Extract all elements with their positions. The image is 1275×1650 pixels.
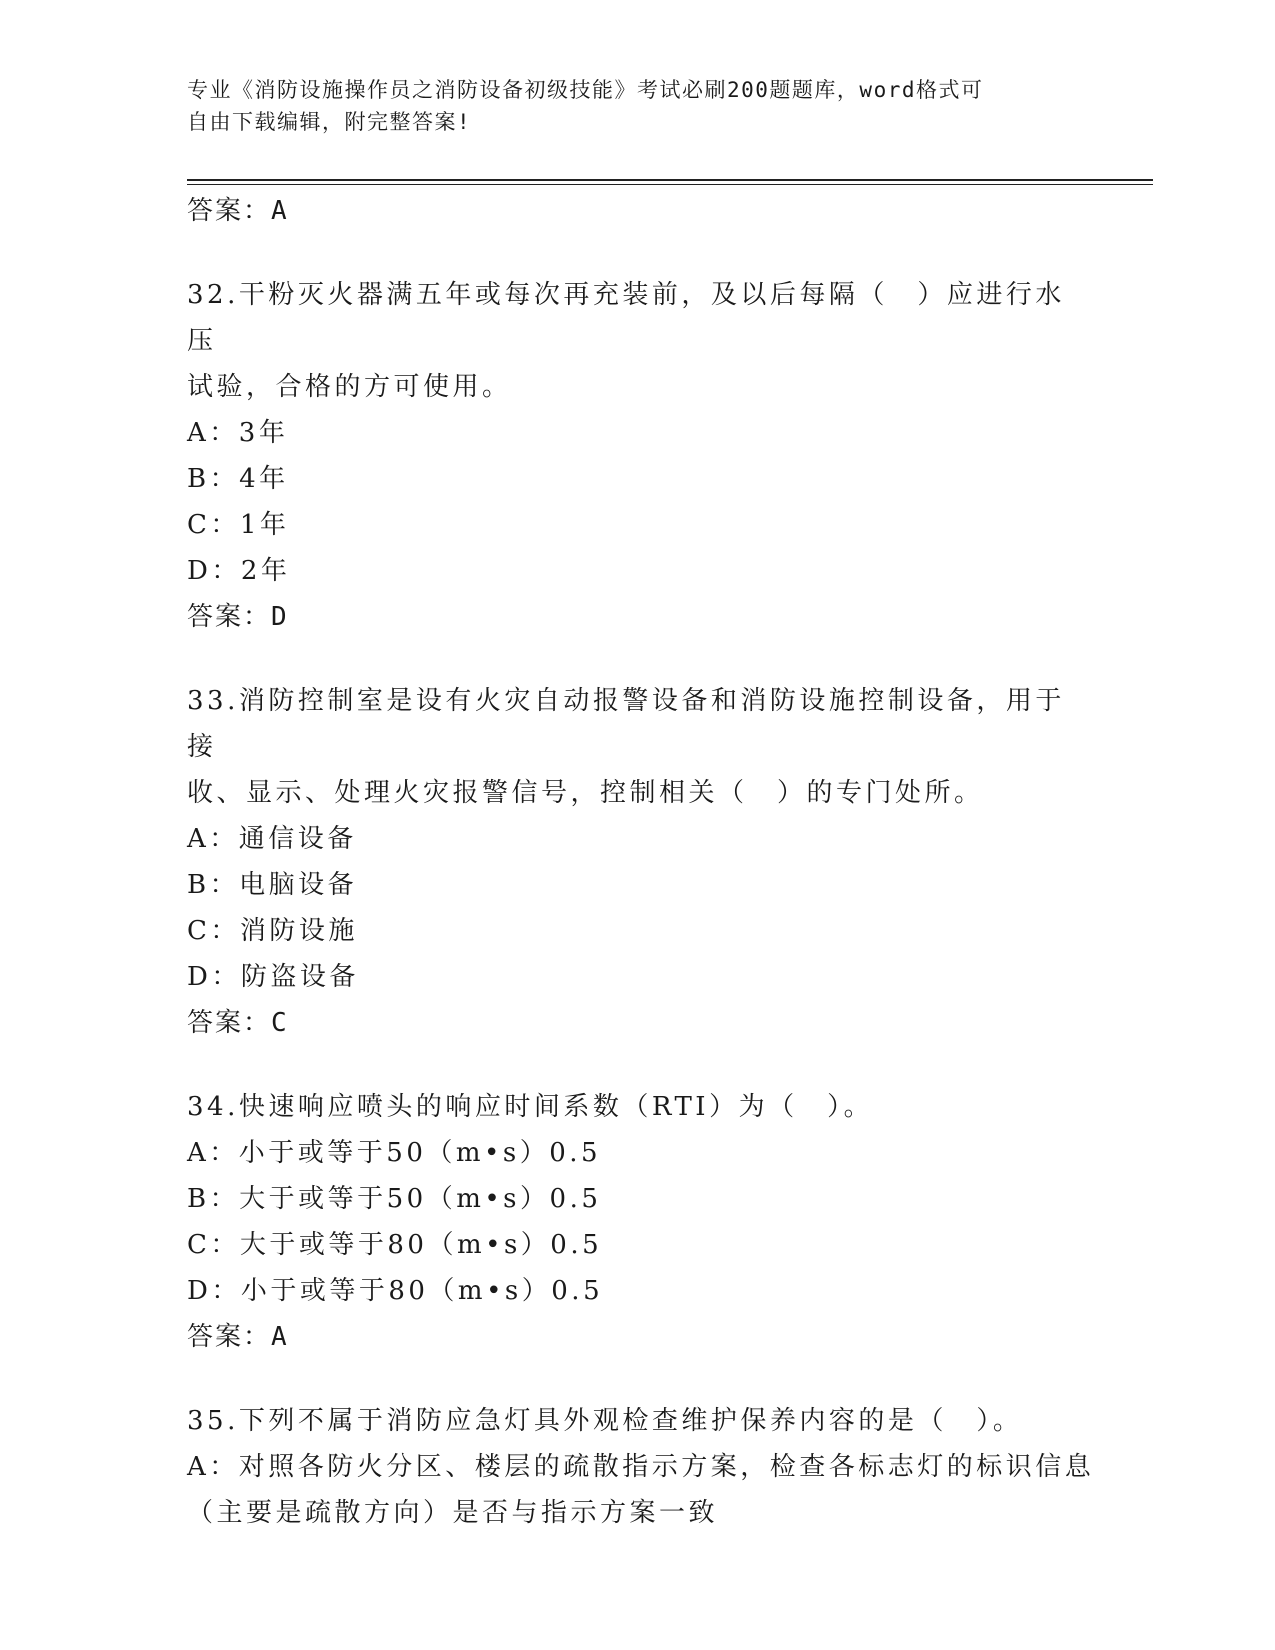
answer-label: 答案： [187,1008,272,1038]
spacer [187,1046,1087,1084]
option-a-cont: （主要是疏散方向）是否与指示方案一致 [187,1498,719,1528]
question-stem: 33.消防控制室是设有火灾自动报警设备和消防设施控制设备，用于接 [187,686,1065,762]
document-body [187,188,1095,1536]
header-line-1: 专业《消防设施操作员之消防设备初级技能》考试必刷200题题库，word格式可 [187,78,984,102]
option-a: A：3年 [187,418,289,448]
option-c: C：大于或等于80（m•s）0.5 [187,1230,603,1260]
option-b: B：大于或等于50（m•s）0.5 [187,1184,602,1214]
spacer [187,1360,1087,1398]
spacer [187,640,1087,678]
answer-34 [187,1314,1087,1360]
answer-31 [187,188,1087,234]
question-stem: 32.干粉灭火器满五年或每次再充装前，及以后每隔（ ）应进行水压 [187,280,1065,356]
answer-label: 答案： [187,196,272,226]
question-35 [187,1398,1095,1536]
question-stem-cont: 收、显示、处理火灾报警信号，控制相关（ ）的专门处所。 [187,778,984,808]
answer-value: A [271,1322,289,1352]
option-b: B：电脑设备 [187,870,358,900]
answer-value: D [271,602,289,632]
page-header [187,74,1067,138]
option-c: C：1年 [187,510,290,540]
answer-33 [187,1000,1087,1046]
question-stem: 35.下列不属于消防应急灯具外观检查维护保养内容的是（ ）。 [187,1406,1023,1436]
question-stem-cont: 试验，合格的方可使用。 [187,372,512,402]
spacer [187,234,1087,272]
option-a: A：对照各防火分区、楼层的疏散指示方案，检查各标志灯的标识信息 [187,1452,1095,1482]
option-b: B：4年 [187,464,289,494]
question-32 [187,272,1087,640]
question-33 [187,678,1087,1046]
option-a: A：通信设备 [187,824,357,854]
option-d: D：防盗设备 [187,962,359,992]
option-d: D：小于或等于80（m•s）0.5 [187,1276,604,1306]
header-rule-thick [187,179,1153,181]
header-line-2: 自由下载编辑，附完整答案! [187,110,472,134]
option-d: D：2年 [187,556,291,586]
answer-32 [187,594,1087,640]
header-rule-thin [187,184,1153,185]
answer-value: C [271,1008,289,1038]
question-34 [187,1084,1087,1360]
answer-label: 答案： [187,602,272,632]
question-stem: 34.快速响应喷头的响应时间系数（RTI）为（ ）。 [187,1092,874,1122]
option-c: C：消防设施 [187,916,358,946]
answer-value: A [271,196,289,226]
answer-label: 答案： [187,1322,272,1352]
option-a: A：小于或等于50（m•s）0.5 [187,1138,602,1168]
